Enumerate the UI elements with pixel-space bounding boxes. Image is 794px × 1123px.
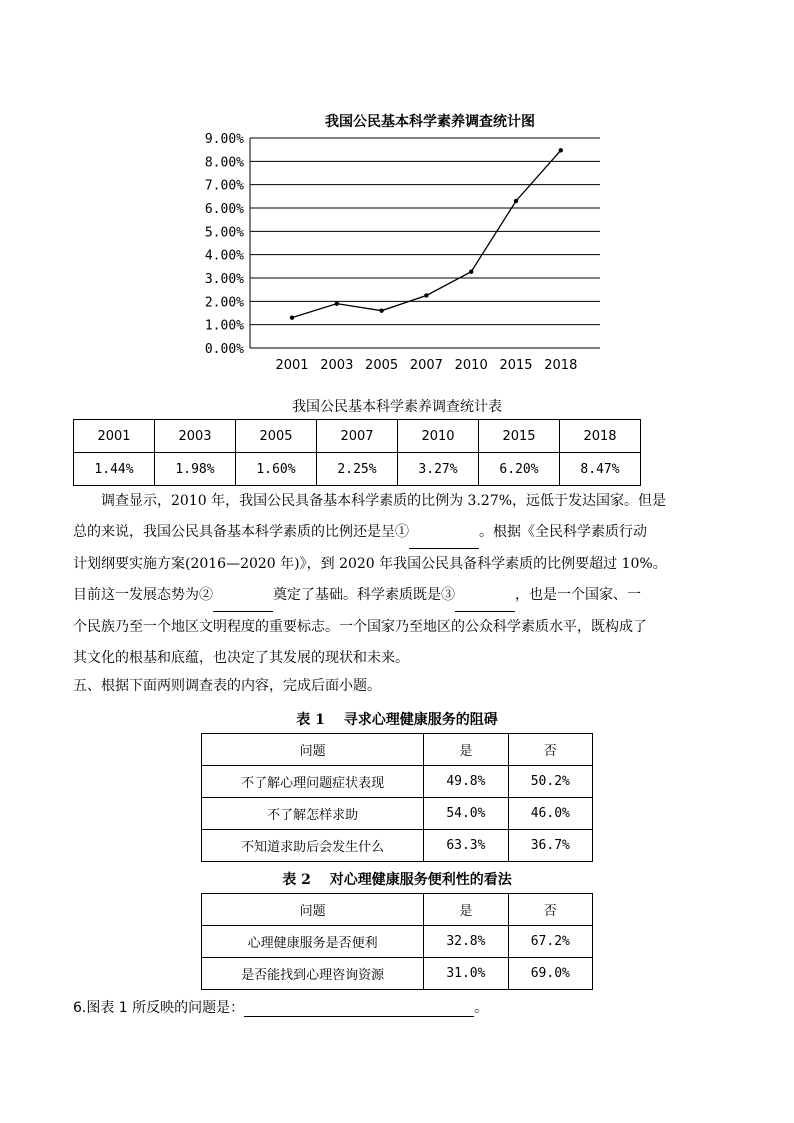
table-header-cell: 问题 xyxy=(202,734,424,766)
data-point xyxy=(335,301,339,305)
table2-title: 表 2 对心理健康服务便利性的看法 xyxy=(282,872,512,888)
section-5-heading: 五、根据下面两则调查表的内容，完成后面小题。 xyxy=(73,678,381,694)
question-6 xyxy=(73,997,488,1017)
line-chart xyxy=(0,0,794,390)
table-1 xyxy=(201,733,593,862)
data-point xyxy=(290,315,294,319)
para-line-2 xyxy=(73,517,723,549)
table0-value-cell: 1.60% xyxy=(236,453,317,486)
para-line-4a: 目前这一发展态势为② xyxy=(73,587,213,603)
table0-value-cell: 1.98% xyxy=(155,453,236,486)
table0-year-cell: 2018 xyxy=(560,420,641,453)
y-tick-label: 8.00% xyxy=(204,155,244,171)
para-line-4c: ，也是一个国家、一 xyxy=(515,587,641,603)
table-cell: 不了解心理问题症状表现 xyxy=(202,766,424,798)
table1-title: 表 1 寻求心理健康服务的阻碍 xyxy=(296,712,498,728)
table-row xyxy=(202,958,593,990)
paragraph xyxy=(73,486,723,674)
data-point xyxy=(424,293,428,297)
table0-value-cell: 3.27% xyxy=(398,453,479,486)
table-cell: 32.8% xyxy=(424,926,508,958)
x-tick-label: 2001 xyxy=(275,358,309,373)
table-2 xyxy=(201,893,593,990)
para-line-4b: 奠定了基础。科学素质既是③ xyxy=(273,587,455,603)
table-header-cell: 否 xyxy=(508,734,592,766)
table0-year-cell: 2001 xyxy=(74,420,155,453)
table0-value-cell: 2.25% xyxy=(317,453,398,486)
table-header-row xyxy=(202,734,593,766)
table-cell: 50.2% xyxy=(508,766,592,798)
data-point xyxy=(514,199,518,203)
question-6-end: 。 xyxy=(474,1000,489,1016)
stats-table xyxy=(73,419,641,486)
y-tick-label: 4.00% xyxy=(204,248,244,264)
table-cell: 心理健康服务是否便利 xyxy=(202,926,424,958)
table-cell: 不知道求助后会发生什么 xyxy=(202,830,424,862)
series-line xyxy=(292,150,561,317)
table-row xyxy=(202,830,593,862)
para-line-2a: 总的来说，我国公民具备基本科学素质的比例还是呈① xyxy=(73,524,409,540)
table-cell: 67.2% xyxy=(508,926,592,958)
para-line-5: 个民族乃至一个地区文明程度的重要标志。一个国家乃至地区的公众科学素质水平，既构成了 xyxy=(73,619,647,635)
question-6-text: 6.图表 1 所反映的问题是： xyxy=(73,1000,245,1016)
para-line-4 xyxy=(73,580,723,612)
table-cell: 46.0% xyxy=(508,798,592,830)
table0-year-cell: 2010 xyxy=(398,420,479,453)
table-header-cell: 是 xyxy=(424,894,508,926)
x-tick-label: 2018 xyxy=(544,358,578,373)
table-cell: 54.0% xyxy=(424,798,508,830)
y-tick-label: 5.00% xyxy=(204,225,244,241)
x-tick-label: 2015 xyxy=(499,358,533,373)
y-tick-label: 6.00% xyxy=(204,202,244,217)
table-cell: 31.0% xyxy=(424,958,508,990)
table-header-cell: 是 xyxy=(424,734,508,766)
table-row xyxy=(202,926,593,958)
table-cell: 49.8% xyxy=(424,766,508,798)
para-line-6: 其文化的根基和底蕴，也决定了其发展的现状和未来。 xyxy=(73,650,409,666)
table-row xyxy=(202,766,593,798)
para-line-3: 计划纲要实施方案(2016—2020 年)》，到 2020 年我国公民具备科学素质的比例要超过 10%。 xyxy=(73,556,667,572)
y-tick-label: 2.00% xyxy=(204,295,244,311)
data-point xyxy=(469,270,473,274)
table-cell: 是否能找到心理咨询资源 xyxy=(202,958,424,990)
para-line-1: 调查显示，2010 年，我国公民具备基本科学素质的比例为 3.27%，远低于发达国家。但是 xyxy=(101,493,667,509)
table-cell: 36.7% xyxy=(508,830,592,862)
table0-value-cell: 1.44% xyxy=(74,453,155,486)
chart-title: 我国公民基本科学素养调查统计图 xyxy=(325,114,535,130)
y-tick-label: 1.00% xyxy=(204,318,244,334)
answer-blank[interactable] xyxy=(244,1000,474,1017)
table-cell: 69.0% xyxy=(508,958,592,990)
table0-value-cell: 8.47% xyxy=(560,453,641,486)
table0-year-cell: 2005 xyxy=(236,420,317,453)
data-point xyxy=(379,308,383,312)
table-header-cell: 否 xyxy=(508,894,592,926)
blank-2[interactable] xyxy=(213,580,273,612)
y-tick-label: 7.00% xyxy=(204,178,244,194)
x-tick-label: 2003 xyxy=(320,358,354,373)
table-header-cell: 问题 xyxy=(202,894,424,926)
table0-year-cell: 2015 xyxy=(479,420,560,453)
blank-3[interactable] xyxy=(455,580,515,612)
table-cell: 不了解怎样求助 xyxy=(202,798,424,830)
data-point xyxy=(559,148,563,152)
blank-1[interactable] xyxy=(409,517,479,549)
table0-year-cell: 2003 xyxy=(155,420,236,453)
y-tick-label: 3.00% xyxy=(204,272,244,287)
x-tick-label: 2007 xyxy=(409,358,443,373)
table-cell: 63.3% xyxy=(424,830,508,862)
table0-value-cell: 6.20% xyxy=(479,453,560,486)
y-tick-label: 0.00% xyxy=(204,342,244,357)
table-header-row xyxy=(202,894,593,926)
y-tick-label: 9.00% xyxy=(204,132,244,147)
x-tick-label: 2010 xyxy=(454,358,488,373)
table0-title: 我国公民基本科学素养调查统计表 xyxy=(292,399,502,415)
table-row xyxy=(202,798,593,830)
x-tick-label: 2005 xyxy=(365,358,399,373)
table0-year-cell: 2007 xyxy=(317,420,398,453)
para-line-2b: 。根据《全民科学素质行动 xyxy=(479,524,647,540)
